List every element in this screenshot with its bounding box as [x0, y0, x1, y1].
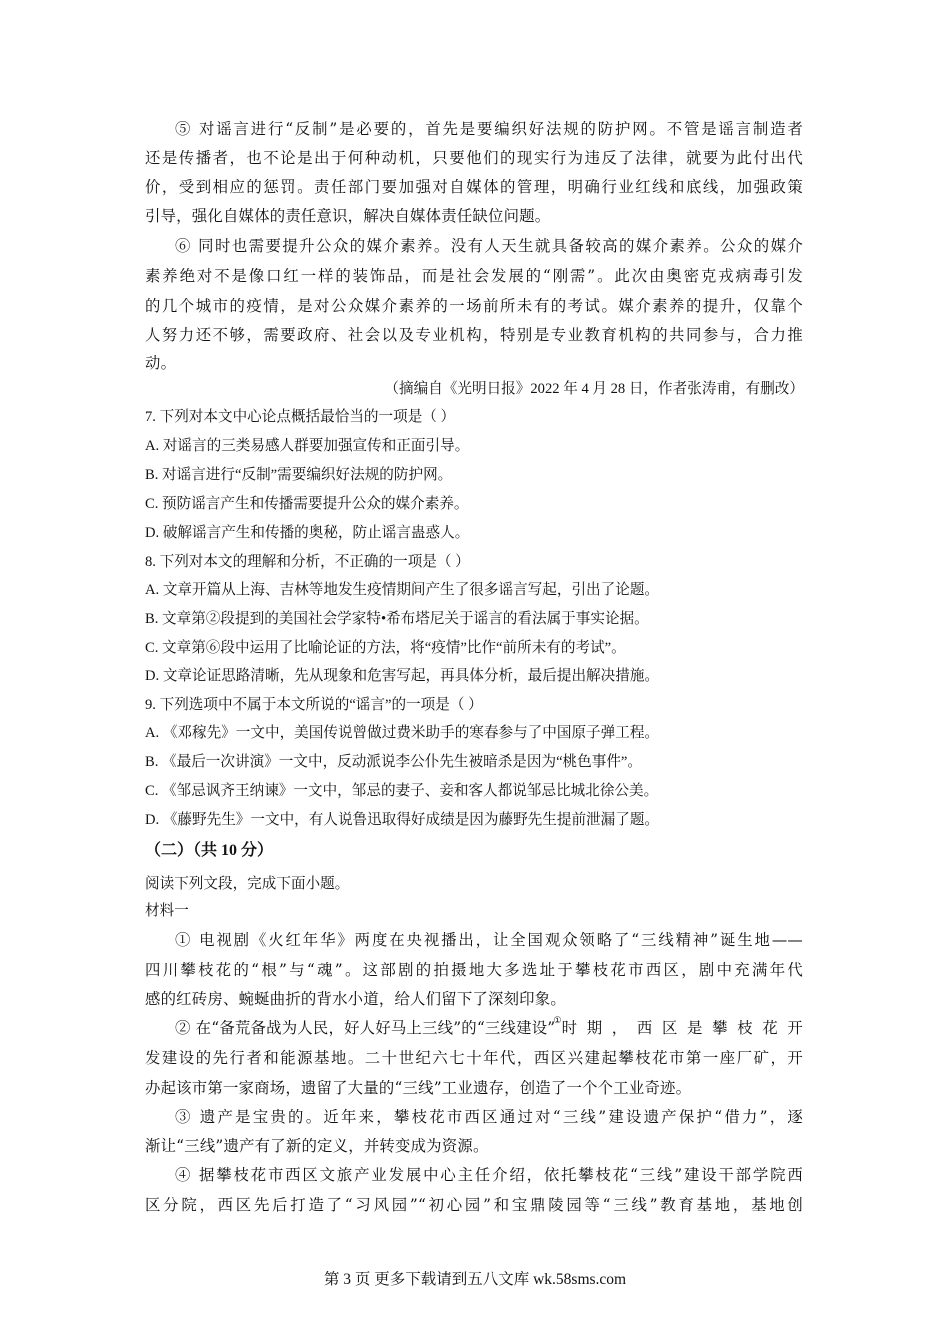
question-8-option-d[interactable]: D. 文章论证思路清晰，先从现象和危害写起，再具体分析，最后提出解决措施。 — [145, 668, 660, 684]
question-7-option-b[interactable]: B. 对谣言进行“反制”需要编织好法规的防护网。 — [145, 467, 453, 483]
question-7-option-c[interactable]: C. 预防谣言产生和传播需要提升公众的媒介素养。 — [145, 496, 469, 512]
question-8-option-a[interactable]: A. 文章开篇从上海、吉林等地发生疫情期间产生了很多谣言写起，引出了论题。 — [145, 582, 660, 598]
question-7-option-d[interactable]: D. 破解谣言产生和传播的奥秘，防止谣言蛊惑人。 — [145, 525, 470, 541]
m1-p2-line-1 — [175, 1016, 803, 1038]
material-1-label: 材料一 — [145, 903, 189, 919]
question-9-option-d[interactable]: D. 《藤野先生》一文中，有人说鲁迅取得好成绩是因为藤野先生提前泄漏了题。 — [145, 812, 660, 828]
m1-p3-line-1: ③ 遗产是宝贵的。近年来，攀枝花市西区通过对“三线”建设遗产保护“借力”，逐 — [175, 1108, 803, 1126]
page-footer: 第 3 页 更多下载请到五八文库 wk.58sms.com — [323, 1271, 627, 1288]
p5-line-3: 价，受到相应的惩罚。责任部门要加强对自媒体的管理，明确行业红线和底线，加强政策 — [145, 178, 803, 196]
question-7-option-a[interactable]: A. 对谣言的三类易感人群要加强宣传和正面引导。 — [145, 438, 470, 454]
question-8-stem: 8. 下列对本文的理解和分析，不正确的一项是（ ） — [145, 554, 470, 570]
section-2-instruction: 阅读下列文段，完成下面小题。 — [145, 876, 350, 892]
m1-p4-line-2: 区分院，西区先后打造了“习风园”“初心园”和宝鼎陵园等“三线”教育基地，基地创 — [145, 1196, 803, 1214]
m1-p1-line-3: 感的红砖房、蜿蜒曲折的背水小道，给人们留下了深刻印象。 — [145, 990, 566, 1008]
question-9-stem: 9. 下列选项中不属于本文所说的“谣言”的一项是（ ） — [145, 697, 483, 713]
section-2-heading: （二）（共 10 分） — [145, 842, 274, 859]
p6-line-2: 素养绝对不是像口红一样的装饰品，而是社会发展的“刚需”。此次由奥密克戎病毒引发 — [145, 267, 803, 285]
p6-line-3: 的几个城市的疫情，是对公众媒介素养的一场前所未有的考试。媒介素养的提升，仅靠个 — [145, 297, 803, 315]
m1-p1-line-2: 四川攀枝花的“根”与“魂”。这部剧的拍摄地大多选址于攀枝花市西区，剧中充满年代 — [145, 961, 803, 979]
p5-line-1: ⑤ 对谣言进行“反制”是必要的，首先是要编织好法规的防护网。不管是谣言制造者 — [175, 120, 803, 138]
m1-p3-line-2: 渐让“三线”遗产有了新的定义，并转变成为资源。 — [145, 1137, 489, 1155]
m1-p2-line-1-start: ② 在“备荒备战为人民，好人好马上三线”的“三线建设” — [175, 1019, 556, 1037]
question-7-stem: 7. 下列对本文中心论点概括最恰当的一项是（ ） — [145, 409, 456, 425]
p6-line-5: 动。 — [145, 354, 177, 372]
p5-line-2: 还是传播者，也不论是出于何种动机，只要他们的现实行为违反了法律，就要为此付出代 — [145, 149, 803, 167]
p6-line-1: ⑥ 同时也需要提升公众的媒介素养。没有人天生就具备较高的媒介素养。公众的媒介 — [175, 237, 803, 255]
question-8-option-c[interactable]: C. 文章第⑥段中运用了比喻论证的方法，将“疫情”比作“前所未有的考试”。 — [145, 640, 626, 656]
m1-p1-line-1: ① 电视剧《火红年华》两度在央视播出，让全国观众领略了“三线精神”诞生地—— — [175, 931, 803, 949]
footnote-marker[interactable]: ① — [553, 1016, 562, 1026]
question-9-option-c[interactable]: C. 《邹忌讽齐王纳谏》一文中，邹忌的妻子、妾和客人都说邹忌比城北徐公美。 — [145, 783, 659, 799]
p5-line-4: 引导，强化自媒体的责任意识，解决自媒体责任缺位问题。 — [145, 207, 551, 225]
p6-line-4: 人努力还不够，需要政府、社会以及专业机构，特别是专业教育机构的共同参与，合力推 — [145, 326, 803, 344]
source-citation: （摘编自《光明日报》2022 年 4 月 28 日，作者张涛甫，有删改） — [384, 381, 804, 397]
question-9-option-a[interactable]: A. 《邓稼先》一文中，美国传说曾做过费米助手的寒春参与了中国原子弹工程。 — [145, 725, 660, 741]
m1-p2-line-3: 办起该市第一家商场，遗留了大量的“三线”工业遗存，创造了一个个工业奇迹。 — [145, 1079, 692, 1097]
question-8-option-b[interactable]: B. 文章第②段提到的美国社会学家特•希布塔尼关于谣言的看法属于事实论据。 — [145, 611, 649, 627]
m1-p4-line-1: ④ 据攀枝花市西区文旅产业发展中心主任介绍，依托攀枝花“三线”建设干部学院西 — [175, 1166, 803, 1184]
m1-p2-line-2: 发建设的先行者和能源基地。二十世纪六七十年代，西区兴建起攀枝花市第一座厂矿，开 — [145, 1049, 803, 1067]
m1-p2-line-1-end: 时期，西区是攀枝花开 — [561, 1019, 803, 1037]
question-9-option-b[interactable]: B. 《最后一次讲演》一文中，反动派说李公仆先生被暗杀是因为“桃色事件”。 — [145, 754, 642, 770]
